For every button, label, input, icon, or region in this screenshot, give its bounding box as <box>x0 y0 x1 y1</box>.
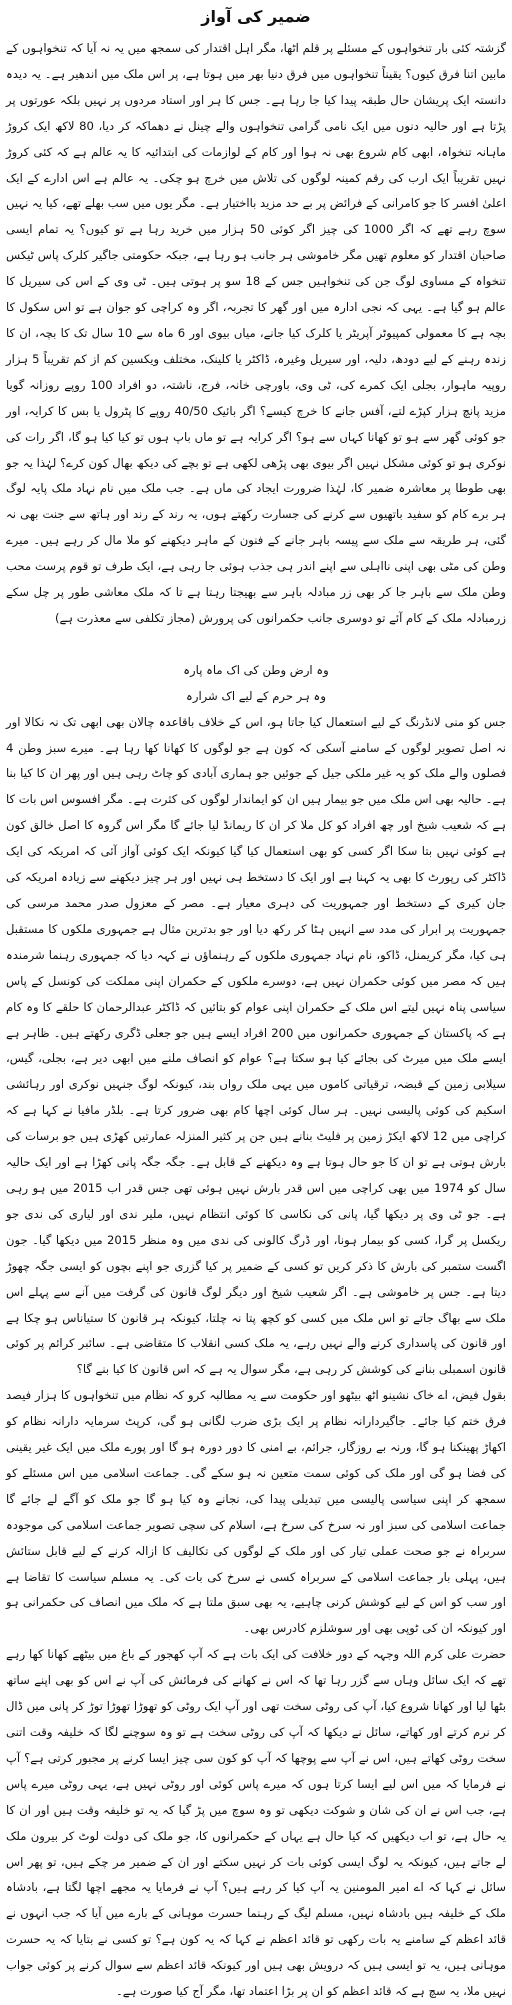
headline: ضمیر کی آواز <box>201 7 311 26</box>
article-body <box>6 36 507 1999</box>
verse-spacer <box>6 632 506 658</box>
verse-line-1: وہ ارض وطن کی اک ماہ پارہ <box>183 662 329 677</box>
article-paragraph-2: جس کو منی لانڈرنگ کے لیے استعمال کیا جاتا ہو، اس کے خلاف باقاعدہ چالان بھی ابھی تک نہ نکالا اور نہ اصل تصویر لوگوں کے سامنے آسکی کہ کون ہے جو لوگوں کا کھانا کھا رہا ہے۔ میرے سبز وطن 4 فصلوں والے ملک کو یہ غیر ملکی جیل کے جوئیں جو ہماری آبادی کو چاٹ رہی ہیں اور پھر ان کا کیا بنا ہے۔ حالیہ بھی اس ملک میں جو بیمار ہیں ان کو ایماندار لوگوں کی کثرت ہے۔ مگر افسوس اس بات کا ہے کہ شعیب شیخ اور چھ افراد کو کل ملا کر ان کا ریمانڈ لیا جائے گا مگر اس گروہ کا اصل خالق کون ہے کوئی نہیں بتا سکا اگر کسی کو بھی استعمال کیا گیا کیونکہ ایک کوئی آواز آئی کہ امریکہ کی ایک ڈاکٹر کی رپورٹ کا بھی یہ کہنا ہے اور ایک کا دستخط ہی نہیں اور ہر چیز دیکھنے سے زیادہ امریکہ کی جان کیری کے دستخط اور جمہوریت کی دہری معیار ہے۔ مصر کے معزول صدر محمد مرسی کی جمہوریت پر ابرار کی مدد سے انہیں ہٹا کر رکھ دیا اور جو بدترین مثال ہے جمہوری ملکوں کا مستقبل ہی کیا، مگر کریمنل، ڈاکو، نام نہاد جمہوری ملکوں کے رہنماؤں نے کہہ دیا کہ جمہوری رہنما شرمندہ ہیں کہ مصر میں کوئی حکمران نہیں ہے، دوسرے ملکوں کے حکمران اپنی مملکت کی کونسل کے پاس سیاسی پناہ نہیں لیتے اس ملک کے حکمران اپنی عوام کو بتائیں کہ ڈاکٹر عبدالرحمان کا حلقے کا وہ کام ہے کہ پاکستان کے جمہوری حکمرانوں میں 200 افراد ایسے ہیں جو جعلی ڈگری رکھتے ہیں۔ ظاہر ہے ایسے ملک میں میرٹ کی بجائے کیا ہو سکتا ہے؟ عوام کو انصاف ملنے میں ابھی دیر ہے، بجلی، گیس، سیلابی زمین کے قبضہ، ترقیاتی کاموں میں یہی ملک رواں بند، کیونکہ لوگ جنہیں نوکری اور رہائشی اسکیم کی کوئی پالیسی نہیں۔ ہر سال کوئی اچھا کام بھی ضرور کرتا ہے۔ بلڈر مافیا نے کہا ہے کہ کراچی میں 12 لاکھ ایکڑ زمین پر فلیٹ بنانے ہیں جن پر کثیر المنزلہ عمارتیں کھڑی ہیں جو برسات کی بارش ہوتی ہے تو ان کا جو حال ہوتا ہے وہ دیکھنے کے قابل ہے۔ جگہ جگہ پانی کھڑا ہے اور ایک حالیہ سال کو 1974 میں بھی کراچی میں اس قدر بارش نہیں ہوئی تھی جس قدر اب 2015 میں ہو رہی ہے۔ جو ٹی وی پر دیکھا گیا، پانی کی نکاسی کا کوئی انتظام نہیں، ملیر ندی اور لیاری کی ندی جو ریکسل پر گرا، کسی کو بیمار ہونا، اور ڈرگ کالونی کی ندی میں وہ منظر 2015 میں دیکھا گیا۔ جون اگست ستمبر کی بارش کا ذکر کریں تو کسی کے ضمیر پر کیا گزری جو اپنے بچوں کو ایسی جگہ چھوڑ دیتا ہے۔ جس پر خاموشی ہے۔ اگر شعیب شیخ اور دیگر لوگ قانون کی گرفت میں آنے سے پہلے اس ملک سے بھاگ جاتے تو اس ملک میں کسی کو کچھ پتا نہ چلتا، کیونکہ ہر قانون کا ستیاناس ہو چکا ہے اور قانون کی پاسداری کرنے والے نہیں رہے، یہ ملک کسی انقلاب کا متقاضی ہے۔ سائبر کرائم پر کوئی قانون اسمبلی بنانے کی کوشش کر رہی ہے، مگر سوال یہ ہے کہ اس قانون کا کیا بنے گا؟ <box>6 714 507 1377</box>
article-paragraph-1: گزشتہ کئی بار تنخواہوں کے مسئلے پر قلم اٹھا، مگر اہل اقتدار کی سمجھ میں یہ نہ آیا کہ تنخواہوں کے مابین اتنا فرق کیوں؟ یقیناً تنخواہوں میں فرق دنیا بھر میں ہوتا ہے، پر اس ملک میں اندھیر ہے۔ یہ دیدہ دانستہ ایک پریشان حال طبقہ پیدا کیا جا رہا ہے۔ جس کا ہر اور استاد مردوں پر نہیں بلکہ عورتوں پر پڑتا ہے اور حالیہ دنوں میں ایک نامی گرامی تنخواہوں والے چینل نے دھماکہ کر دیا، 80 لاکھ ایک کروڑ ماہانہ تنخواہ، ابھی کام شروع بھی نہ ہوا اور کام کے لوازمات کی ابتدائیہ کا یہ عالم ہے کہ کئی کروڑ نہیں تقریباً ایک ارب کی رقم کمینہ لوگوں کی تلاش میں خرچ ہو چکی۔ یہ عالم ہے اس ادارے کے ایک اعلیٰ افسر کا جو کامرانی کے فرائض پر بے حد مزید بااختیار ہے۔ مگر یوں میں سب بھلے تھے، کیا یہ نہیں سوچ رہے تھے کہ اگر 1000 کی چیز اگر کوئی 50 ہزار میں خرید رہا ہے تو کیوں؟ یہ تمام ایسی صاحبان اقتدار کو معلوم تھیں مگر خاموشی ہر جانب ہو رہا ہے، جبکہ حکومتی جاگیر کلرک پاس ٹیکس تنخواہ کے مساوی لوگ جن کی تنخواہیں جس کے 18 سو پر ہوتی ہیں۔ ٹی وی کے اس کی سیریل کا عالم ہو گیا ہے۔ یہی کہ نجی ادارہ میں اور گھر کا تجربہ، اگر وہ کراچی کو جوان ہے تو اس سکول کا بچہ ہے کا معمولی کمپیوٹر آپریٹر یا کلرک کیا جانے، میاں بیوی اور 6 ماہ سے 10 سال تک کا بچہ، ان کا زندہ رہنے کے لیے دودھ، دلیہ، اور سیریل وغیرہ، ڈاکٹر یا کلینک، مختلف ویکسین کم از کم تقریباً 5 ہزار روپیہ ماہوار، بجلی ایک کمرے کی، ٹی وی، باورچی خانہ، فرج، ناشتہ، دو افراد 100 روپے روزانہ گویا مزید پانچ ہزار کپڑے لتے، آفس جانے کا خرچ کیسے؟ اگر بائیک 40/50 روپے کا پٹرول یا بس کا کرایہ، اور جو کوئی گھر سے ہو تو کھانا کہاں سے ہو؟ اگر کرایہ ہے تو ماں باپ ہوں تو کیا کیا ہو گا، اگر رات کی نوکری ہو تو کوئی مشکل نہیں اگر بیوی بھی پڑھی لکھی ہے تو بچے کی دیکھ بھال کون کرے؟ لہٰذا یہ جو بھی طوطا پر معاشرہ ضمیر کا، لہٰذا ضرورت ایجاد کی ماں ہے۔ جب ملک میں نام نہاد ملک پایہ لوگ ہر برے کام کو سفید باتھیوں سے کرنے کی جسارت رکھتے ہوں، یہ رند کے رند اور ہاتھ سے جنت بھی نہ گئی، ہر طریقہ سے ملک سے پیسہ باہر جانے کے فنون کے ماہر دیکھنے کو ملا مال کر رہے ہیں۔ میرے وطن کی مٹی بھی اپنی نااہلی سے اپنے اندر ہی جذب ہوئی جا رہی ہے، ایک طرف تو قوم پرست محب وطن ملک سے باہر جا کر بھی زر مبادلہ باہر سے بھیجتا رہتا ہے تا کہ ملک معاشی طور پر چل سکے زرمبادلہ ملک کے کام آئے تو دوسری جانب حکمرانوں کی پرورش (مجاز تکلفی سے معذرت ہے) <box>6 41 506 625</box>
article-paragraph-4: حضرت علی کرم اللہ وجہہ کے دور خلافت کی ایک بات ہے کہ آپ کھجور کے باغ میں بیٹھے کھانا کھا رہے تھے کہ ایک سائل وہاں سے گزر رہا تھا کہ اس نے کھانے کی فرمائش کی آپ نے اس کو بھی اپنے ساتھ بٹھا لیا اور کھانا شروع کیا، آپ کی روٹی سخت تھی اور آپ ایک روٹی کو تھوڑا تھوڑا توڑ کر پانی میں ڈال کر نرم کرتے اور کھاتے، سائل نے دیکھا کہ آپ کی روٹی سخت ہے تو وہ سوچنے لگا کہ خلیفہ وقت اتنی سخت روٹی کھاتے ہیں، اس نے آپ سے پوچھا کہ آپ کو کون سی چیز ایسا کرنے پر مجبور کرتی ہے؟ آپ نے فرمایا کہ میں اس لیے ایسا کرتا ہوں کہ میرے پاس کوئی اور روٹی نہیں ہے، یہی روٹی میرے پاس ہے، جب اس نے ان کی شان و شوکت دیکھی تو وہ سوچ میں پڑ گیا کہ یہ تو خلیفہ وقت ہیں اور ان کا یہ حال ہے، تو اب دیکھیں کہ کیا حال ہے یہاں کے حکمرانوں کا، جو ملک کی دولت لوٹ کر بیرون ملک لے جاتے ہیں، کیونکہ یہ لوگ ایسی کوئی بات کر نہیں سکتے اور ان کے ضمیر مر چکے ہیں، تو پھر اس سائل نے کہا کہ اے امیر المومنین یہ آپ کیا کر رہے ہیں؟ آپ نے فرمایا یہ مجھے اچھا لگتا ہے، بادشاہ ملک کے خلیفہ ہیں بادشاہ نہیں، مسلم لیگ کے رہنما حسرت موہانی کے بارے میں آیا کہ جب انہوں نے قائد اعظم کے سامنے یہ بات رکھی تو قائد اعظم نے کہا کہ یہ کون ہے؟ تو کسی نے بتایا کہ یہ حسرت موہانی ہیں، یہ تو ایسی ہیں کہ درویش بھی ہیں اور کیونکہ قائد اعظم سے سوال کرنے پر کوئی جواب نہیں ملا، یہ سچ ہے کہ قائد اعظم کو ان پر بڑا اعتماد تھا، مگر آج کیا صورت ہے۔ <box>6 1647 506 1999</box>
verse-line-2: وہ ہر حرم کے لیے اک شرارہ <box>186 688 326 703</box>
article-paragraph-3: بقول فیض، اے خاک نشینو اٹھ بیٹھو اور حکومت سے یہ مطالبہ کرو کہ نظام میں تنخواہوں کا ہزار فیصد فرق ختم کیا جائے۔ جاگیردارانہ نظام پر ایک بڑی ضرب لگانی ہو گی، کرپٹ سرمایہ دارانہ نظام کو اکھاڑ پھینکنا ہو گا، ورنہ بے روزگار، جرائم، بے امنی کا دور دورہ ہو گا اور پورے ملک میں ایک غیر یقینی کی فضا ہو گی اور ملک کی کوئی سمت متعین نہ ہو سکے گی۔ جماعت اسلامی میں اس مسئلے کو سمجھ کر اپنی سیاسی پالیسی میں تبدیلی پیدا کی، نجانے وہ کیا ہو گا جو ملک کو آگے لے جائے گا جماعت اسلامی کی سبز اور نہ سرخ کی سرخ ہے، اسلام کی سچی تصویر جماعت اسلامی کی موجودہ سربراہ نے جو صحت عملی تیار کی اور ملک کے لوگوں کی تکالیف کا ازالہ کرنے کے لیے قابل ستائش ہیں، پہلی بار جماعت اسلامی کے سربراہ کسی نے سرخ کی بات کی۔ یہ مسلم سیاست کا تقاضا ہے اور سب کو اس کے لیے کوشش کرنی چاہیے، یہ بھی سبق ملتا ہے کہ ملک میں انصاف کی حکمرانی ہو اور کیونکہ ان کی ٹوپی بھی اور سوشلزم کادرس بھی۔ <box>6 1388 506 1636</box>
